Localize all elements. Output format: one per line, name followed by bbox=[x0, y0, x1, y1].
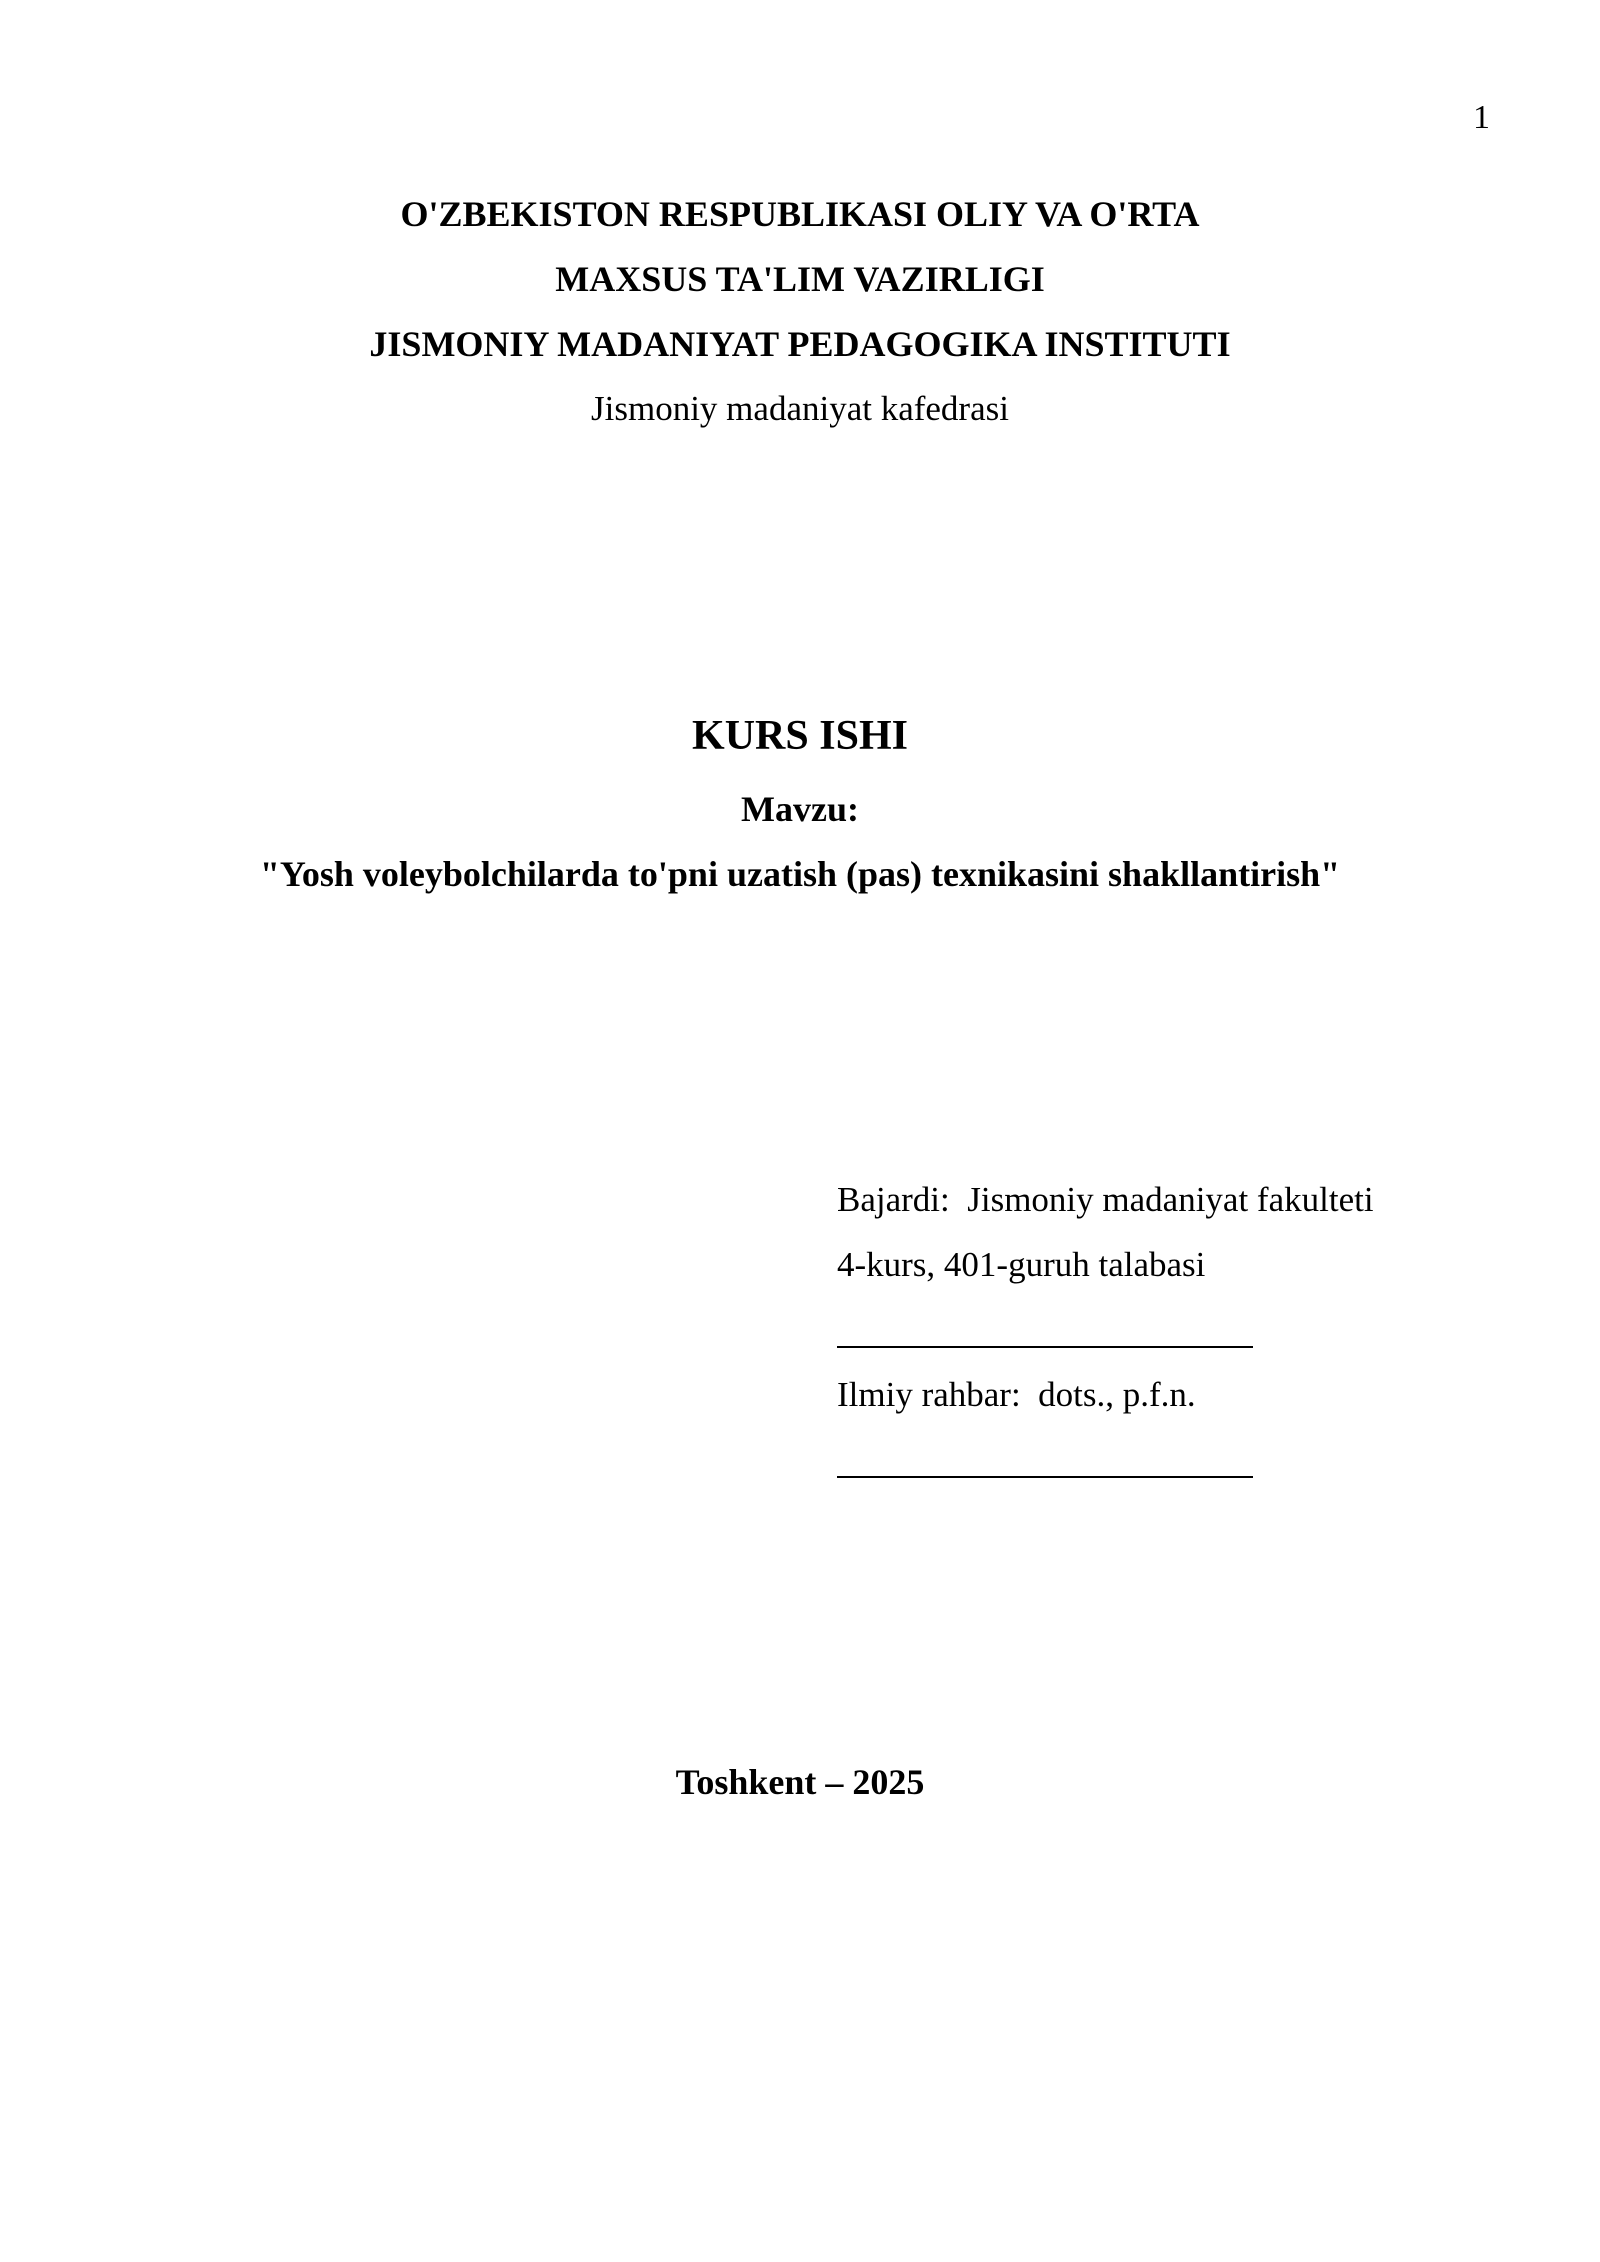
subject-label: Mavzu: bbox=[741, 789, 859, 829]
page-number: 1 bbox=[1473, 99, 1490, 136]
ministry-line-1: O'ZBEKISTON RESPUBLIKASI OLIY VA O'RTA bbox=[400, 194, 1200, 234]
course-group-line: 4-kurs, 401-guruh talabasi bbox=[837, 1245, 1206, 1284]
performer-line: Bajardi: Jismoniy madaniyat fakulteti bbox=[837, 1180, 1374, 1219]
supervisor-line: Ilmiy rahbar: dots., p.f.n. bbox=[837, 1375, 1196, 1414]
ministry-line-2: MAXSUS TA'LIM VAZIRLIGI bbox=[555, 259, 1045, 299]
performer-name-blank bbox=[837, 1346, 1253, 1348]
supervisor-name-blank bbox=[837, 1476, 1253, 1478]
place-year: Toshkent – 2025 bbox=[675, 1762, 925, 1802]
document-type-title: KURS ISHI bbox=[692, 713, 908, 759]
department-name: Jismoniy madaniyat kafedrasi bbox=[591, 389, 1009, 428]
subject-title: "Yosh voleybolchilarda to'pni uzatish (pas) texnikasini shakllantirish" bbox=[259, 854, 1341, 894]
institute-name: JISMONIY MADANIYAT PEDAGOGIKA INSTITUTI bbox=[369, 324, 1231, 364]
